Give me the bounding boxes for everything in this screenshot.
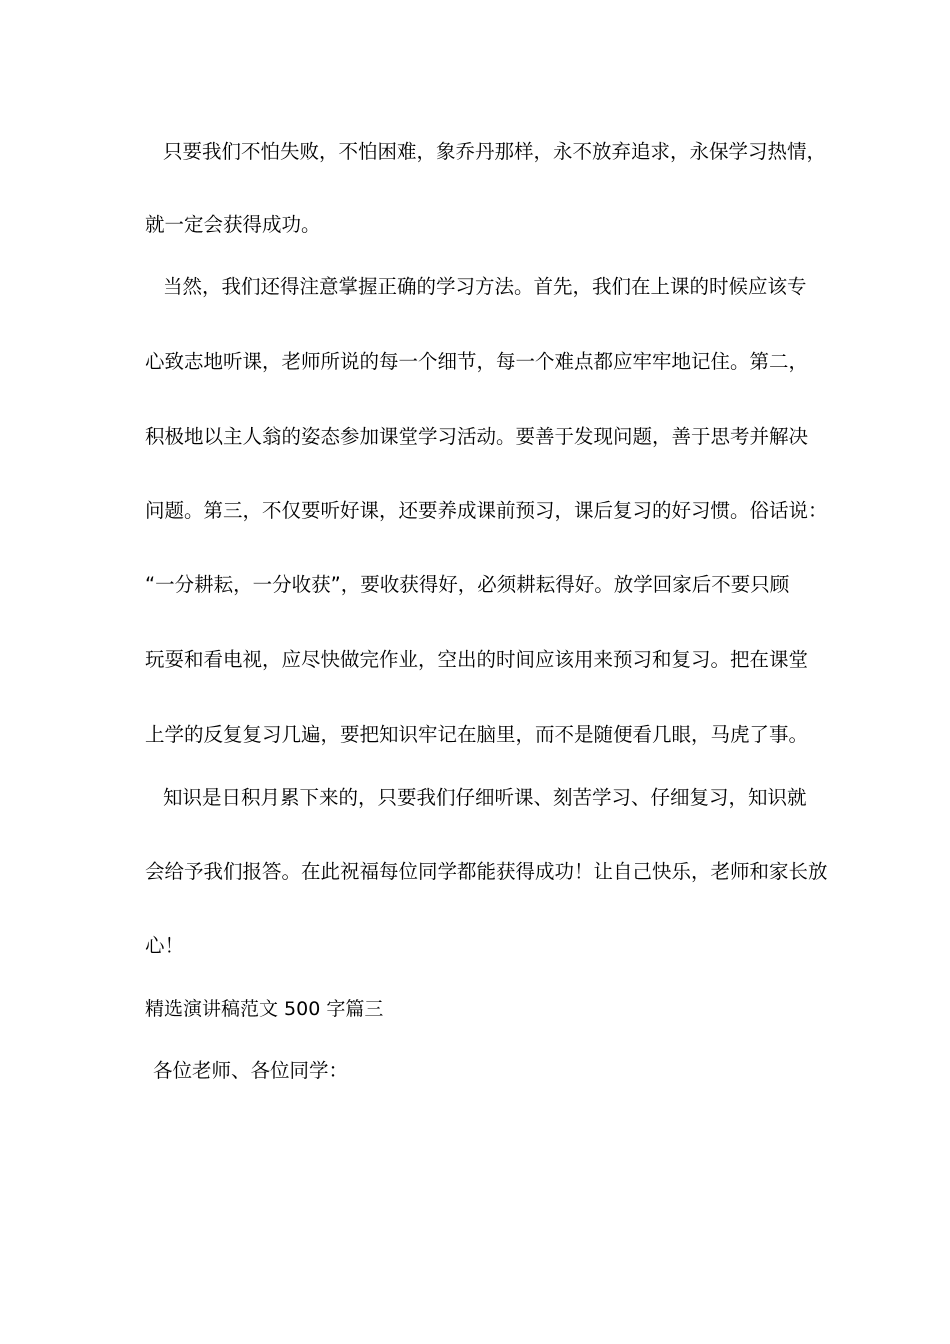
paragraph-line: 心致志地听课，老师所说的每一个细节，每一个难点都应牢牢地记住。第二， xyxy=(145,350,809,373)
paragraph-line: 上学的反复复习几遍，要把知识牢记在脑里，而不是随便看几眼，马虎了事。 xyxy=(145,723,809,746)
paragraph-line: 只要我们不怕失败，不怕困难，象乔丹那样，永不放弃追求，永保学习热情， xyxy=(163,140,827,163)
paragraph-line: 积极地以主人翁的姿态参加课堂学习活动。要善于发现问题，善于思考并解决 xyxy=(145,425,809,448)
paragraph-line: 问题。第三，不仅要听好课，还要养成课前预习，课后复习的好习惯。俗话说： xyxy=(145,499,828,522)
paragraph-line: 当然，我们还得注意掌握正确的学习方法。首先，我们在上课的时候应该专 xyxy=(163,275,807,298)
paragraph-line: “一分耕耘，一分收获”，要收获得好，必须耕耘得好。放学回家后不要只顾 xyxy=(145,573,790,596)
paragraph-line: 会给予我们报答。在此祝福每位同学都能获得成功！让自己快乐，老师和家长放 xyxy=(145,860,828,883)
paragraph-line: 就一定会获得成功。 xyxy=(145,213,321,236)
salutation: 各位老师、各位同学： xyxy=(153,1059,349,1082)
paragraph-line: 知识是日积月累下来的，只要我们仔细听课、刻苦学习、仔细复习，知识就 xyxy=(163,786,807,809)
paragraph-line: 玩耍和看电视，应尽快做完作业，空出的时间应该用来预习和复习。把在课堂 xyxy=(145,648,809,671)
section-heading: 精选演讲稿范文 500 字篇三 xyxy=(145,998,384,1020)
paragraph-line: 心！ xyxy=(145,934,185,957)
